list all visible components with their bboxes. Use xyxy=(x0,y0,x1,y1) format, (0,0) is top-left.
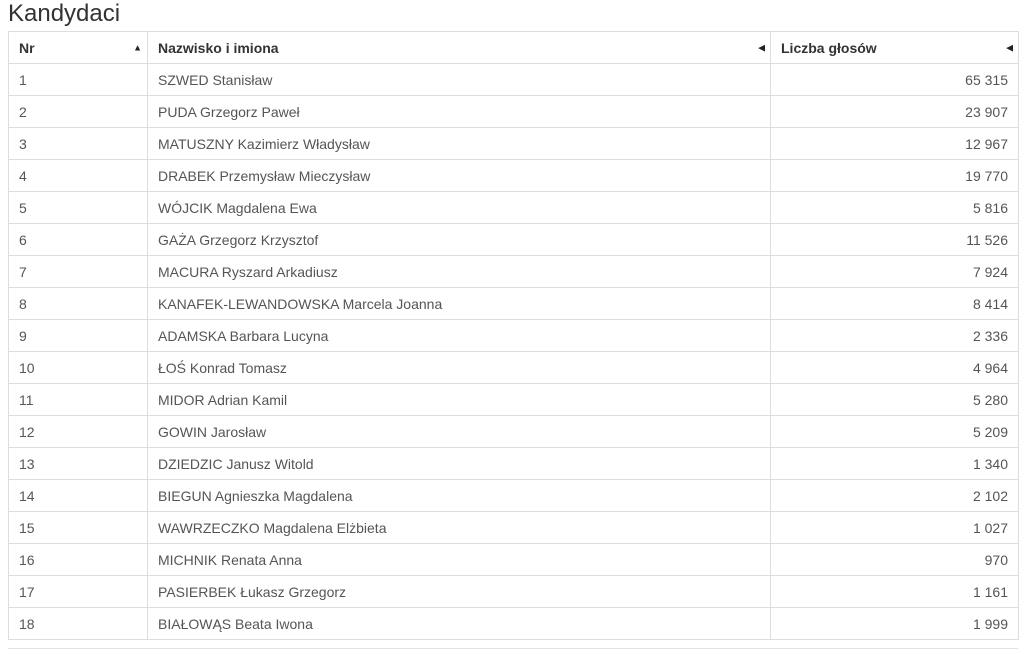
table-row xyxy=(9,192,1019,224)
cell-votes: 12 967 xyxy=(771,128,1019,160)
table-row xyxy=(9,576,1019,608)
cell-votes: 23 907 xyxy=(771,96,1019,128)
cell-name: GAŻA Grzegorz Krzysztof xyxy=(148,224,771,256)
cell-nr: 2 xyxy=(9,96,148,128)
table-row xyxy=(9,128,1019,160)
cell-nr: 4 xyxy=(9,160,148,192)
column-header-nr-label: Nr xyxy=(19,40,35,56)
table-row xyxy=(9,512,1019,544)
next-section-edge xyxy=(8,648,1018,649)
table-row xyxy=(9,608,1019,640)
cell-name: MATUSZNY Kazimierz Władysław xyxy=(148,128,771,160)
cell-votes: 2 336 xyxy=(771,320,1019,352)
cell-name: MACURA Ryszard Arkadiusz xyxy=(148,256,771,288)
table-row xyxy=(9,288,1019,320)
table-row xyxy=(9,416,1019,448)
table-header xyxy=(9,32,1019,64)
candidates-table xyxy=(8,31,1019,640)
cell-name: DZIEDZIC Janusz Witold xyxy=(148,448,771,480)
cell-nr: 18 xyxy=(9,608,148,640)
cell-name: ADAMSKA Barbara Lucyna xyxy=(148,320,771,352)
cell-votes: 1 027 xyxy=(771,512,1019,544)
cell-nr: 5 xyxy=(9,192,148,224)
cell-name: MICHNIK Renata Anna xyxy=(148,544,771,576)
table-row xyxy=(9,224,1019,256)
table-row xyxy=(9,448,1019,480)
cell-name: DRABEK Przemysław Mieczysław xyxy=(148,160,771,192)
cell-nr: 8 xyxy=(9,288,148,320)
cell-votes: 1 999 xyxy=(771,608,1019,640)
cell-votes: 1 161 xyxy=(771,576,1019,608)
cell-name: WÓJCIK Magdalena Ewa xyxy=(148,192,771,224)
cell-votes: 7 924 xyxy=(771,256,1019,288)
cell-votes: 5 280 xyxy=(771,384,1019,416)
cell-votes: 1 340 xyxy=(771,448,1019,480)
table-row xyxy=(9,320,1019,352)
column-header-votes-label: Liczba głosów xyxy=(781,40,877,56)
cell-votes: 970 xyxy=(771,544,1019,576)
cell-name: MIDOR Adrian Kamil xyxy=(148,384,771,416)
cell-nr: 11 xyxy=(9,384,148,416)
cell-name: WAWRZECZKO Magdalena Elżbieta xyxy=(148,512,771,544)
cell-nr: 15 xyxy=(9,512,148,544)
cell-name: BIAŁOWĄS Beata Iwona xyxy=(148,608,771,640)
table-row xyxy=(9,64,1019,96)
cell-name: GOWIN Jarosław xyxy=(148,416,771,448)
cell-votes: 8 414 xyxy=(771,288,1019,320)
cell-nr: 7 xyxy=(9,256,148,288)
table-row xyxy=(9,160,1019,192)
table-body xyxy=(9,64,1019,640)
cell-name: ŁOŚ Konrad Tomasz xyxy=(148,352,771,384)
cell-votes: 11 526 xyxy=(771,224,1019,256)
cell-votes: 5 816 xyxy=(771,192,1019,224)
cell-nr: 12 xyxy=(9,416,148,448)
column-header-nr[interactable] xyxy=(9,32,148,64)
cell-votes: 4 964 xyxy=(771,352,1019,384)
cell-name: SZWED Stanisław xyxy=(148,64,771,96)
cell-nr: 14 xyxy=(9,480,148,512)
cell-nr: 9 xyxy=(9,320,148,352)
table-row xyxy=(9,480,1019,512)
sort-asc-icon: ▲ xyxy=(133,42,142,52)
column-header-name[interactable] xyxy=(148,32,771,64)
cell-nr: 16 xyxy=(9,544,148,576)
column-header-votes[interactable] xyxy=(771,32,1019,64)
page-title: Kandydaci xyxy=(8,0,121,27)
cell-votes: 5 209 xyxy=(771,416,1019,448)
sort-indicator-icon: ◀ xyxy=(1006,42,1013,52)
table-row xyxy=(9,544,1019,576)
cell-nr: 3 xyxy=(9,128,148,160)
table-row xyxy=(9,256,1019,288)
column-header-name-label: Nazwisko i imiona xyxy=(158,40,279,56)
cell-name: KANAFEK-LEWANDOWSKA Marcela Joanna xyxy=(148,288,771,320)
table-row xyxy=(9,352,1019,384)
cell-nr: 13 xyxy=(9,448,148,480)
cell-name: PASIERBEK Łukasz Grzegorz xyxy=(148,576,771,608)
cell-votes: 19 770 xyxy=(771,160,1019,192)
header-row xyxy=(9,32,1019,64)
sort-indicator-icon: ◀ xyxy=(758,42,765,52)
cell-nr: 6 xyxy=(9,224,148,256)
cell-nr: 1 xyxy=(9,64,148,96)
table-row xyxy=(9,384,1019,416)
cell-votes: 2 102 xyxy=(771,480,1019,512)
cell-votes: 65 315 xyxy=(771,64,1019,96)
table-row xyxy=(9,96,1019,128)
cell-name: BIEGUN Agnieszka Magdalena xyxy=(148,480,771,512)
cell-nr: 10 xyxy=(9,352,148,384)
cell-nr: 17 xyxy=(9,576,148,608)
cell-name: PUDA Grzegorz Paweł xyxy=(148,96,771,128)
